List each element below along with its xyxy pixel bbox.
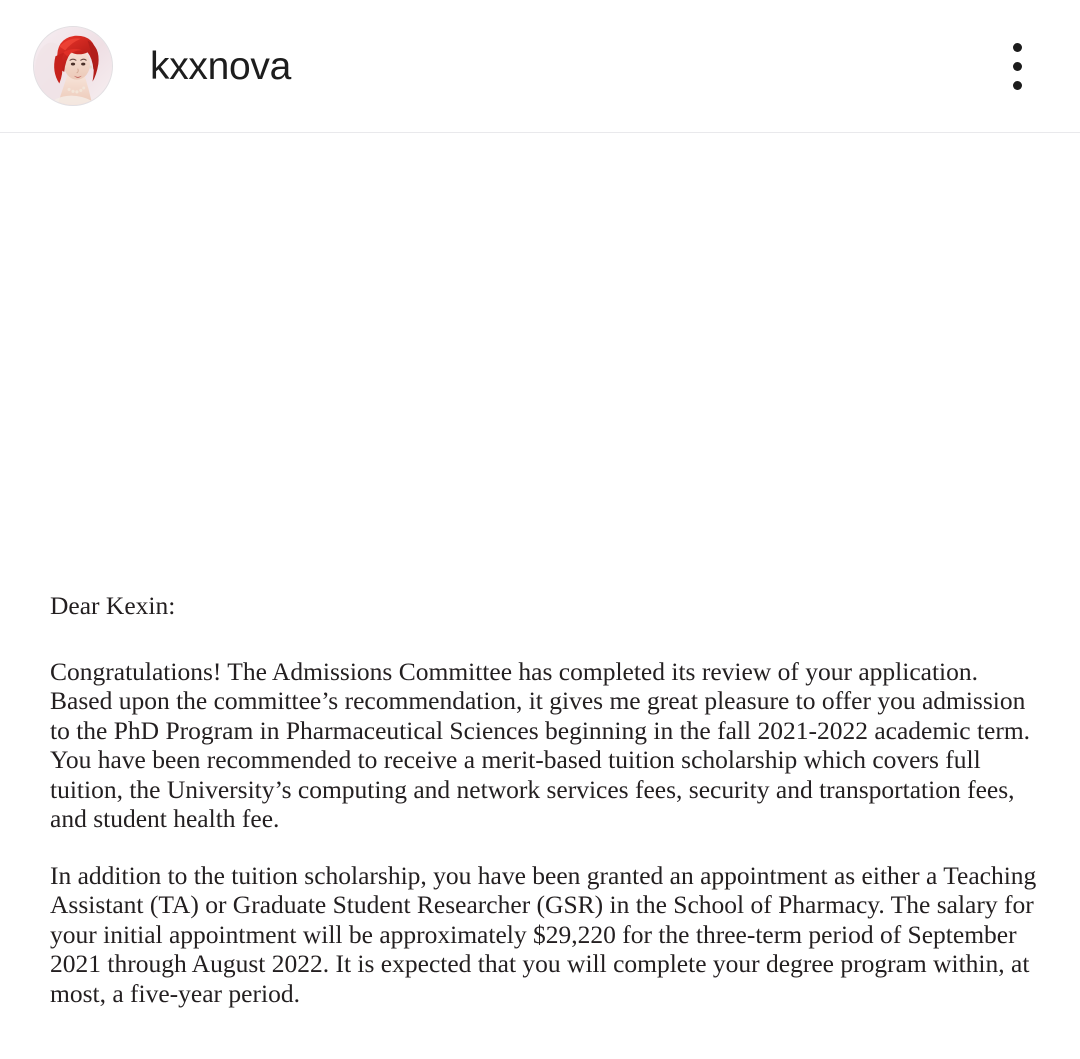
- post-header: [0, 0, 1080, 133]
- admission-letter: [50, 591, 1040, 1008]
- post-media[interactable]: [0, 133, 1080, 1059]
- avatar[interactable]: [33, 26, 113, 106]
- menu-dot-3: [1013, 81, 1022, 90]
- letter-salutation: Dear Kexin:: [50, 591, 176, 620]
- kebab-menu-icon[interactable]: [1004, 36, 1030, 96]
- letter-paragraph-2: In addition to the tuition scholarship, you have been granted an appointment as either a Teaching Assistant (TA) or Graduate Student Researcher (GSR) in the School of Pharmacy. The salary for your initial appointment will be approximately $29,220 for the three-term period of September 2021 through August 2022. It is expected that you will complete your degree program within, at most, a five-year period.: [50, 860, 1037, 1008]
- letter-paragraph-1: Congratulations! The Admissions Committee has completed its review of your application. Based upon the committee’s recommendation, it gives me great pleasure to offer you admission to the PhD Program in Pharmaceutical Sciences beginning in the fall 2021-2022 academic term. You have been recommended to receive a merit-based tuition scholarship which covers full tuition, the University’s computing and network services fees, security and transportation fees, and student health fee.: [50, 656, 1031, 833]
- menu-dot-1: [1013, 43, 1022, 52]
- menu-dot-2: [1013, 62, 1022, 71]
- avatar-image: [34, 27, 112, 105]
- username-label[interactable]: kxxnova: [150, 44, 291, 88]
